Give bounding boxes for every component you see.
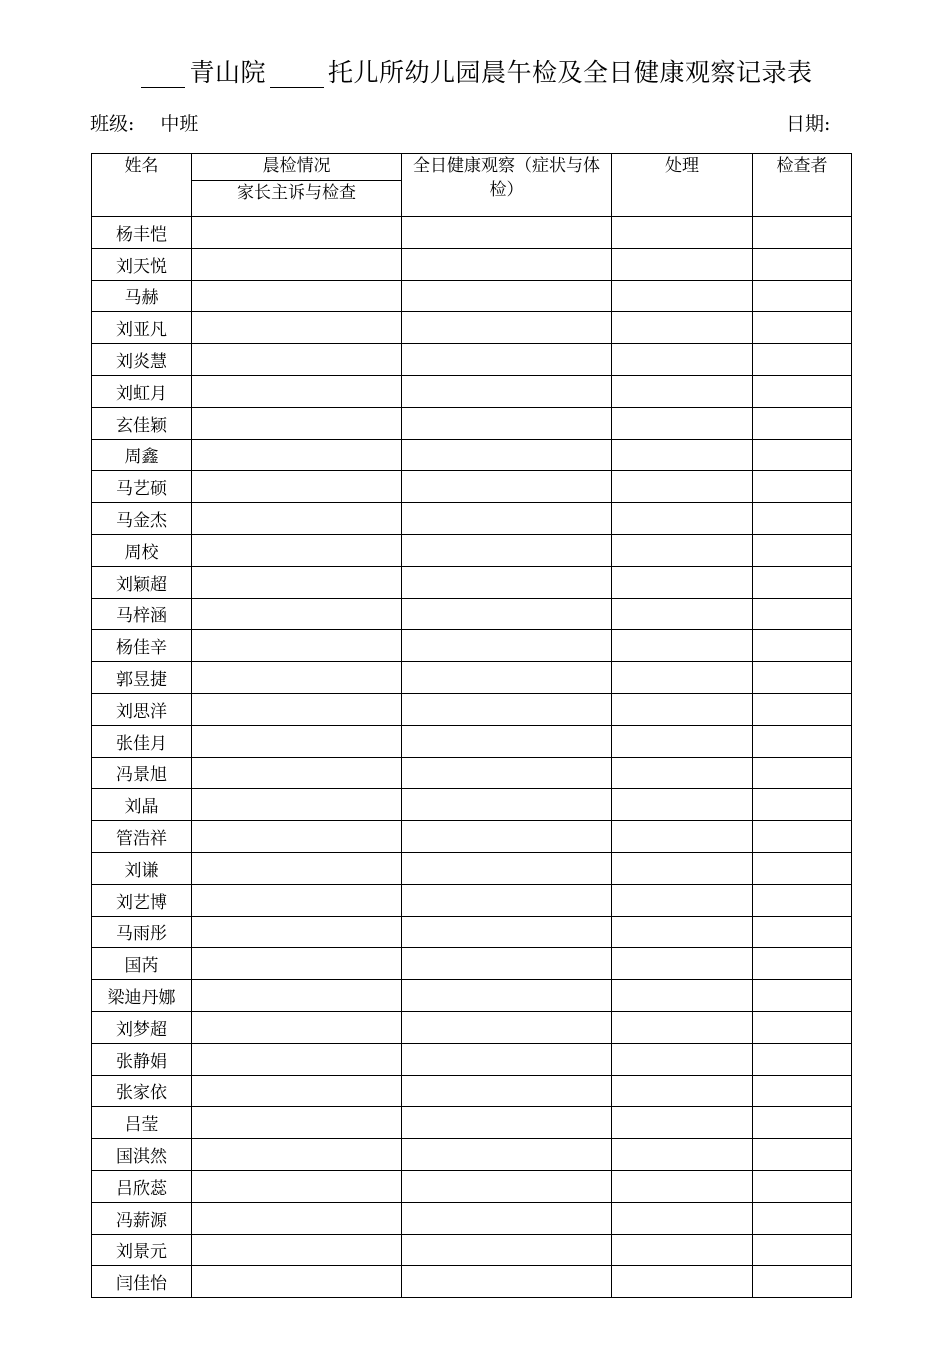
morning-check-cell[interactable] [192, 630, 402, 662]
handling-cell[interactable] [612, 757, 753, 789]
observation-cell[interactable] [402, 407, 612, 439]
table-row [92, 248, 852, 280]
handling-cell[interactable] [612, 630, 753, 662]
student-name: 刘思洋 [92, 693, 192, 725]
table-row [92, 757, 852, 789]
student-name: 马梓涵 [92, 598, 192, 630]
handling-cell[interactable] [612, 217, 753, 249]
inspector-cell[interactable] [753, 852, 852, 884]
student-name: 马艺硕 [92, 471, 192, 503]
table-row [92, 821, 852, 853]
table-row [92, 980, 852, 1012]
inspector-cell[interactable] [753, 566, 852, 598]
student-name: 刘颖超 [92, 566, 192, 598]
table-row [92, 884, 852, 916]
student-name: 国芮 [92, 948, 192, 980]
table-row [92, 280, 852, 312]
table-row [92, 407, 852, 439]
title-institute: 青山院 [189, 58, 266, 87]
morning-check-cell[interactable] [192, 1234, 402, 1266]
handling-cell[interactable] [612, 1107, 753, 1139]
handling-cell[interactable] [612, 248, 753, 280]
morning-check-cell[interactable] [192, 1011, 402, 1043]
morning-check-cell[interactable] [192, 375, 402, 407]
handling-cell[interactable] [612, 280, 753, 312]
observation-cell[interactable] [402, 1011, 612, 1043]
student-name: 国淇然 [92, 1139, 192, 1171]
inspector-cell[interactable] [753, 630, 852, 662]
morning-check-cell[interactable] [192, 407, 402, 439]
observation-cell[interactable] [402, 439, 612, 471]
inspector-cell[interactable] [753, 1234, 852, 1266]
student-name: 张家依 [92, 1075, 192, 1107]
table-row [92, 630, 852, 662]
handling-cell[interactable] [612, 503, 753, 535]
handling-cell[interactable] [612, 439, 753, 471]
observation-cell[interactable] [402, 1202, 612, 1234]
student-name: 吕欣蕊 [92, 1170, 192, 1202]
handling-cell[interactable] [612, 1139, 753, 1171]
observation-cell[interactable] [402, 534, 612, 566]
handling-cell[interactable] [612, 852, 753, 884]
morning-check-cell[interactable] [192, 821, 402, 853]
handling-cell[interactable] [612, 1043, 753, 1075]
handling-cell[interactable] [612, 344, 753, 376]
student-name: 刘虹月 [92, 375, 192, 407]
date-label: 日期: [786, 113, 831, 135]
table-row [92, 1266, 852, 1298]
student-name: 梁迪丹娜 [92, 980, 192, 1012]
inspector-cell[interactable] [753, 693, 852, 725]
inspector-cell[interactable] [753, 1202, 852, 1234]
observation-cell[interactable] [402, 503, 612, 535]
observation-cell[interactable] [402, 471, 612, 503]
table-row [92, 471, 852, 503]
observation-cell[interactable] [402, 312, 612, 344]
table-row [92, 1202, 852, 1234]
observation-cell[interactable] [402, 1170, 612, 1202]
handling-cell[interactable] [612, 916, 753, 948]
morning-check-cell[interactable] [192, 980, 402, 1012]
observation-cell[interactable] [402, 1107, 612, 1139]
class-value: 中班 [160, 113, 199, 135]
morning-check-cell[interactable] [192, 1266, 402, 1298]
handling-cell[interactable] [612, 407, 753, 439]
observation-cell[interactable] [402, 598, 612, 630]
inspector-cell[interactable] [753, 439, 852, 471]
handling-cell[interactable] [612, 948, 753, 980]
handling-cell[interactable] [612, 1170, 753, 1202]
observation-cell[interactable] [402, 344, 612, 376]
morning-check-cell[interactable] [192, 312, 402, 344]
inspector-cell[interactable] [753, 789, 852, 821]
observation-cell[interactable] [402, 693, 612, 725]
inspector-cell[interactable] [753, 980, 852, 1012]
student-name: 马金杰 [92, 503, 192, 535]
student-name: 刘天悦 [92, 248, 192, 280]
morning-check-cell[interactable] [192, 439, 402, 471]
morning-check-cell[interactable] [192, 1043, 402, 1075]
morning-check-cell[interactable] [192, 662, 402, 694]
inspector-cell[interactable] [753, 407, 852, 439]
inspector-cell[interactable] [753, 1170, 852, 1202]
table-row [92, 789, 852, 821]
observation-cell[interactable] [402, 1043, 612, 1075]
title-main: 托儿所幼儿园晨午检及全日健康观察记录表 [328, 58, 813, 87]
observation-cell[interactable] [402, 280, 612, 312]
handling-cell[interactable] [612, 566, 753, 598]
observation-cell[interactable] [402, 789, 612, 821]
student-name: 周校 [92, 534, 192, 566]
inspector-cell[interactable] [753, 344, 852, 376]
inspector-cell[interactable] [753, 757, 852, 789]
handling-cell[interactable] [612, 980, 753, 1012]
student-name: 郭昱捷 [92, 662, 192, 694]
observation-cell[interactable] [402, 1234, 612, 1266]
student-name: 刘亚凡 [92, 312, 192, 344]
observation-cell[interactable] [402, 821, 612, 853]
observation-cell[interactable] [402, 248, 612, 280]
observation-cell[interactable] [402, 217, 612, 249]
inspector-cell[interactable] [753, 1011, 852, 1043]
table-row [92, 534, 852, 566]
health-record-table [91, 153, 852, 1298]
student-name: 管浩祥 [92, 821, 192, 853]
table-row [92, 217, 852, 249]
handling-cell[interactable] [612, 789, 753, 821]
student-name: 张佳月 [92, 725, 192, 757]
handling-cell[interactable] [612, 1202, 753, 1234]
inspector-cell[interactable] [753, 471, 852, 503]
inspector-cell[interactable] [753, 248, 852, 280]
observation-cell[interactable] [402, 884, 612, 916]
student-name: 刘艺博 [92, 884, 192, 916]
student-name: 吕莹 [92, 1107, 192, 1139]
observation-cell[interactable] [402, 566, 612, 598]
student-name: 杨佳辛 [92, 630, 192, 662]
morning-check-cell[interactable] [192, 248, 402, 280]
student-name: 冯薪源 [92, 1202, 192, 1234]
observation-cell[interactable] [402, 916, 612, 948]
title-blank-2 [270, 63, 324, 88]
inspector-cell[interactable] [753, 312, 852, 344]
student-name: 周鑫 [92, 439, 192, 471]
header-morning-check: 晨检情况 [192, 154, 402, 181]
table-row [92, 312, 852, 344]
inspector-cell[interactable] [753, 534, 852, 566]
inspector-cell[interactable] [753, 884, 852, 916]
morning-check-cell[interactable] [192, 884, 402, 916]
table-row [92, 566, 852, 598]
table-row [92, 1107, 852, 1139]
inspector-cell[interactable] [753, 280, 852, 312]
table-row [92, 693, 852, 725]
inspector-cell[interactable] [753, 598, 852, 630]
student-name: 杨丰恺 [92, 217, 192, 249]
header-name: 姓名 [92, 154, 192, 217]
header-handling: 处理 [612, 154, 753, 217]
table-row [92, 598, 852, 630]
inspector-cell[interactable] [753, 725, 852, 757]
observation-cell[interactable] [402, 1075, 612, 1107]
morning-check-cell[interactable] [192, 280, 402, 312]
morning-check-cell[interactable] [192, 916, 402, 948]
table-row [92, 344, 852, 376]
inspector-cell[interactable] [753, 662, 852, 694]
handling-cell[interactable] [612, 598, 753, 630]
observation-cell[interactable] [402, 852, 612, 884]
observation-cell[interactable] [402, 375, 612, 407]
morning-check-cell[interactable] [192, 598, 402, 630]
morning-check-cell[interactable] [192, 948, 402, 980]
table-row [92, 1075, 852, 1107]
morning-check-cell[interactable] [192, 503, 402, 535]
observation-cell[interactable] [402, 757, 612, 789]
morning-check-cell[interactable] [192, 534, 402, 566]
morning-check-cell[interactable] [192, 217, 402, 249]
table-row [92, 948, 852, 980]
inspector-cell[interactable] [753, 1043, 852, 1075]
table-row [92, 503, 852, 535]
handling-cell[interactable] [612, 1075, 753, 1107]
student-name: 马雨彤 [92, 916, 192, 948]
morning-check-cell[interactable] [192, 1075, 402, 1107]
table-row [92, 1011, 852, 1043]
student-name: 张静娟 [92, 1043, 192, 1075]
inspector-cell[interactable] [753, 375, 852, 407]
table-row [92, 1043, 852, 1075]
observation-cell[interactable] [402, 1139, 612, 1171]
inspector-cell[interactable] [753, 1107, 852, 1139]
handling-cell[interactable] [612, 884, 753, 916]
handling-cell[interactable] [612, 375, 753, 407]
morning-check-cell[interactable] [192, 1139, 402, 1171]
table-row [92, 916, 852, 948]
inspector-cell[interactable] [753, 821, 852, 853]
student-name: 刘晶 [92, 789, 192, 821]
date-info [786, 112, 830, 136]
student-name: 刘景元 [92, 1234, 192, 1266]
inspector-cell[interactable] [753, 217, 852, 249]
student-name: 刘谦 [92, 852, 192, 884]
header-inspector: 检查者 [753, 154, 852, 217]
table-row [92, 1170, 852, 1202]
inspector-cell[interactable] [753, 503, 852, 535]
student-name: 闫佳怡 [92, 1266, 192, 1298]
morning-check-cell[interactable] [192, 1170, 402, 1202]
observation-cell[interactable] [402, 662, 612, 694]
table-body [92, 217, 852, 1298]
table-row [92, 1139, 852, 1171]
handling-cell[interactable] [612, 471, 753, 503]
inspector-cell[interactable] [753, 1139, 852, 1171]
student-name: 马赫 [92, 280, 192, 312]
student-name: 冯景旭 [92, 757, 192, 789]
student-name: 刘炎慧 [92, 344, 192, 376]
table-row [92, 1234, 852, 1266]
inspector-cell[interactable] [753, 916, 852, 948]
observation-cell[interactable] [402, 725, 612, 757]
handling-cell[interactable] [612, 725, 753, 757]
morning-check-cell[interactable] [192, 693, 402, 725]
handling-cell[interactable] [612, 662, 753, 694]
student-name: 玄佳颖 [92, 407, 192, 439]
handling-cell[interactable] [612, 1234, 753, 1266]
table-row [92, 439, 852, 471]
header-all-day-observation: 全日健康观察（症状与体检） [402, 154, 612, 217]
table-row [92, 375, 852, 407]
table-row [92, 725, 852, 757]
morning-check-cell[interactable] [192, 471, 402, 503]
inspector-cell[interactable] [753, 1266, 852, 1298]
morning-check-cell[interactable] [192, 789, 402, 821]
morning-check-cell[interactable] [192, 344, 402, 376]
morning-check-cell[interactable] [192, 852, 402, 884]
inspector-cell[interactable] [753, 948, 852, 980]
class-info [90, 112, 198, 136]
observation-cell[interactable] [402, 630, 612, 662]
inspector-cell[interactable] [753, 1075, 852, 1107]
morning-check-cell[interactable] [192, 566, 402, 598]
morning-check-cell[interactable] [192, 725, 402, 757]
student-name: 刘梦超 [92, 1011, 192, 1043]
header-parent-complaint: 家长主诉与检查 [192, 181, 402, 217]
handling-cell[interactable] [612, 312, 753, 344]
morning-check-cell[interactable] [192, 757, 402, 789]
observation-cell[interactable] [402, 948, 612, 980]
handling-cell[interactable] [612, 1011, 753, 1043]
title-blank-1 [141, 63, 185, 88]
handling-cell[interactable] [612, 821, 753, 853]
table-row [92, 852, 852, 884]
handling-cell[interactable] [612, 534, 753, 566]
observation-cell[interactable] [402, 1266, 612, 1298]
page-title [0, 58, 950, 88]
handling-cell[interactable] [612, 1266, 753, 1298]
handling-cell[interactable] [612, 693, 753, 725]
morning-check-cell[interactable] [192, 1202, 402, 1234]
morning-check-cell[interactable] [192, 1107, 402, 1139]
observation-cell[interactable] [402, 980, 612, 1012]
class-label: 班级: [90, 113, 135, 135]
table-row [92, 662, 852, 694]
